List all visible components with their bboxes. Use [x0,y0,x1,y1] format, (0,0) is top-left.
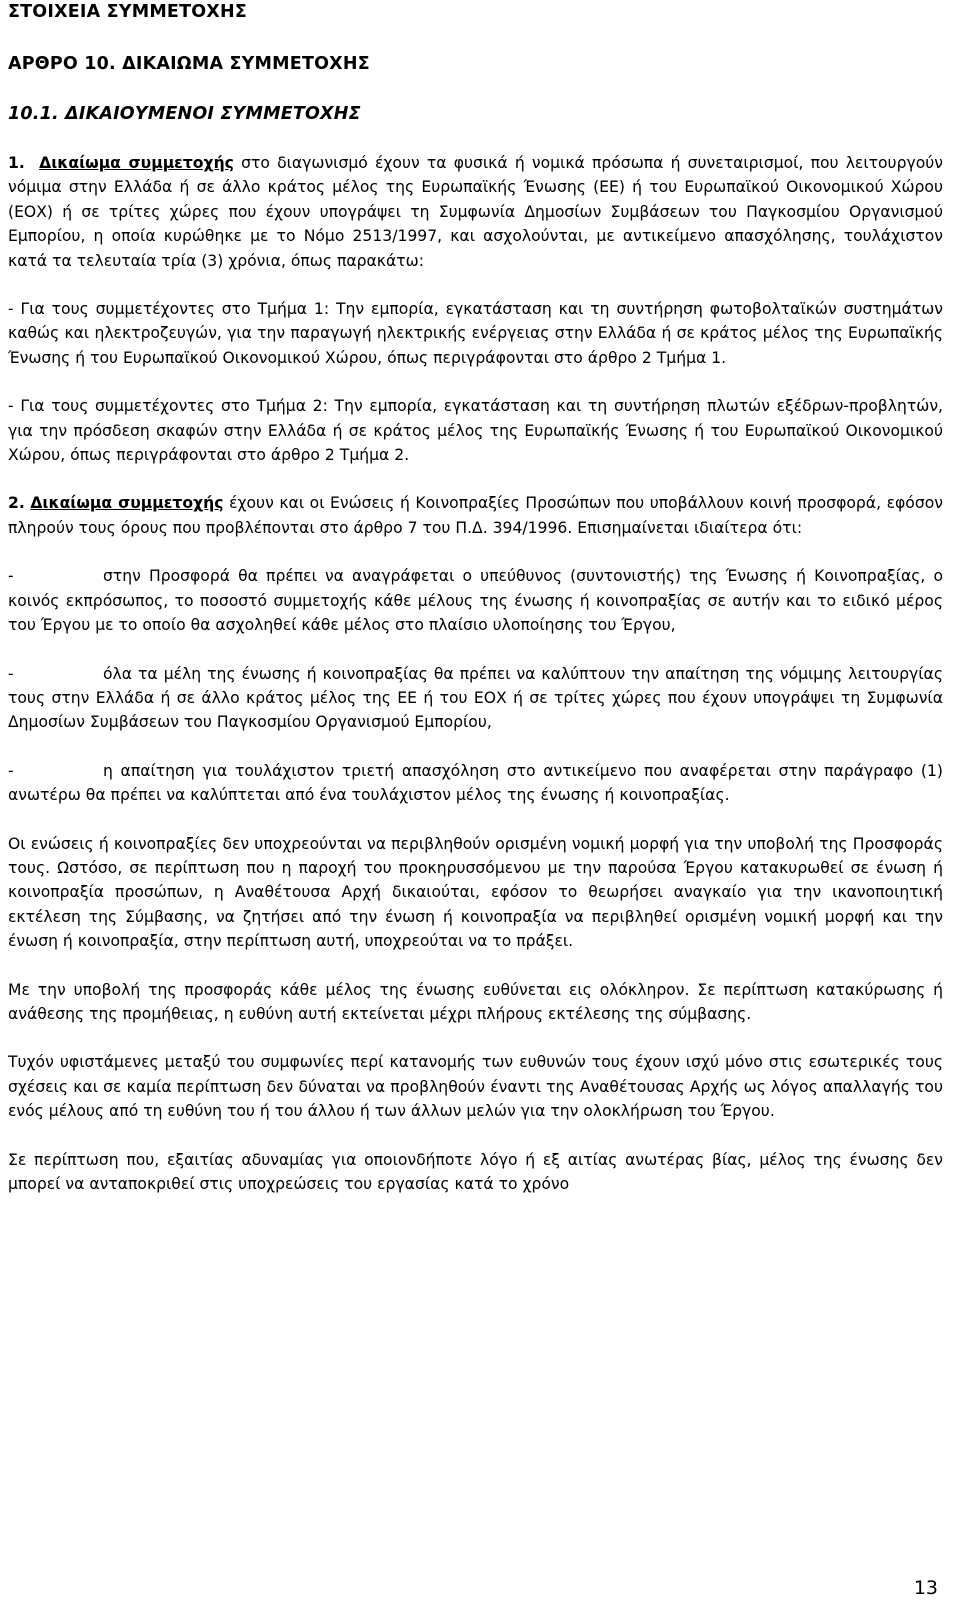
article-title: ΑΡΘΡΟ 10. ΔΙΚΑΙΩΜΑ ΣΥΜΜΕΤΟΧΗΣ [8,54,370,74]
paragraph-last: Σε περίπτωση που, εξαιτίας αδυναμίας για οποιονδήποτε λόγο ή εξ αιτίας ανωτέρας βίας, μέλος της ένωσης δεν μπορεί να ανταποκριθεί στις υποχρεώσεις του εργασίας κατά το χρόνο [8,1150,943,1193]
bullet-section-2: - Για τους συμμετέχοντες στο Τμήμα 2: Την εμπορία, εγκατάσταση και τη συντήρηση πλωτών εξέδρων-προβλητών, για την πρόσδεση σκαφών στην Ελλάδα ή σε κράτος μέλος της Ευρωπαϊκής Ένωσης ή του Ευρωπαϊκού Οικονομικού Χώρου, όπως περιγράφονται στο άρθρο 2 Τμήμα 2. [8,397,943,465]
dash-item-2-text: όλα τα μέλη της ένωσης ή κοινοπραξίας θα πρέπει να καλύπτουν την απαίτηση της νόμιμης λειτουργίας τους στην Ελλάδα ή σε άλλο κράτος μέλος της ΕΕ ή του ΕΟΧ ή σε τρίτες χώρες που έχουν υπογράψει τη Συμφωνία Δημοσίων Συμβάσεων του Παγκοσμίου Οργανισμού Εμπορίου, [8,664,943,732]
dash-item-2 [8,662,943,735]
page-number: 13 [913,1577,938,1599]
dash-marker: - [8,761,14,780]
paragraph-agreements: Τυχόν υφιστάμενες μεταξύ του συμφωνίες περί κατανομής των ευθυνών τους έχουν ισχύ μόνο στις εσωτερικές τους σχέσεις και σε καμία περίπτωση δεν δύναται να προβληθούν έναντι της Αναθέτουσας Αρχής ως λόγος απαλλαγής του ενός μέλους από τη ευθύνη του ή του άλλου ή των άλλων μελών για την ολοκλήρωση του Έργου. [8,1053,943,1121]
dash-item-1 [8,564,943,637]
item-2-lead: Δικαίωμα συμμετοχής [30,494,224,513]
paragraph-liability: Με την υποβολή της προσφοράς κάθε μέλος της ένωσης ευθύνεται εις ολόκληρον. Σε περίπτωση κατακύρωσης ή ανάθεσης της προμήθειας, η ευθύνη αυτή εκτείνεται μέχρι πλήρους εκτέλεσης της σύμβασης. [8,980,943,1023]
document-body [8,0,943,1196]
item-2-number: 2. [8,494,25,513]
bullet-section-1: - Για τους συμμετέχοντες στο Τμήμα 1: Την εμπορία, εγκατάσταση και τη συντήρηση φωτοβολταϊκών συστημάτων καθώς και ηλεκτροζευγών, για την παραγωγή ηλεκτρικής ενέργειας στην Ελλάδα ή σε κράτος μέλος της Ευρωπαϊκής Ένωσης ή του Ευρωπαϊκού Οικονομικού Χώρου, όπως περιγράφονται στο άρθρο 2 Τμήμα 1. [8,300,943,367]
dash-item-3 [8,759,943,808]
item-1-number: 1. [8,154,25,172]
section-title: ΣΤΟΙΧΕΙΑ ΣΥΜΜΕΤΟΧΗΣ [8,2,247,22]
paragraph-unions: Οι ενώσεις ή κοινοπραξίες δεν υποχρεούνται να περιβληθούν ορισμένη νομική μορφή για την υποβολή της Προσφοράς τους. Ωστόσο, σε περίπτωση που η παροχή του προκηρυσσόμενου με την παρούσα Έργου κατακυρωθεί σε ένωση ή κοινοπραξία προσώπων, η Αναθέτουσα Αρχή δικαιούται, εφόσον το θεωρήσει αναγκαίο για την ικανοποιητική εκτέλεση της Σύμβασης, να ζητήσει από την ένωση ή κοινοπραξία να περιβληθεί ορισμένη νομική μορφή και την ένωση ή κοινοπραξία, στην περίπτωση αυτή, υποχρεούται να το πράξει. [8,834,943,951]
dash-marker: - [8,664,14,683]
item-2-text: έχουν και οι Ενώσεις ή Κοινοπραξίες Προσώπων που υποβάλλουν κοινή προσφορά, εφόσον πληρούν τους όρους που προβλέπονται στο άρθρο 7 του Π.Δ. 394/1996. Επισημαίνεται ιδιαίτερα ότι: [8,494,943,537]
dash-marker: - [8,567,14,586]
dash-item-1-text: στην Προσφορά θα πρέπει να αναγράφεται ο υπεύθυνος (συντονιστής) της Ένωσης ή Κοινοπραξίας, ο κοινός εκπρόσωπος, το ποσοστό συμμετοχής κάθε μέλους της ένωσης ή κοινοπραξίας σε αυτήν και το ειδικό μέρος του Έργου με το οποίο θα ασχοληθεί κάθε μέλος στο πλαίσιο υλοποίησης του Έργου, [8,567,943,635]
paragraph-item-1 [8,151,943,273]
subsection-title [8,102,943,126]
item-1-text: στο διαγωνισμό έχουν τα φυσικά ή νομικά πρόσωπα ή συνεταιρισμοί, που λειτουργούν νόμιμα στην Ελλάδα ή σε άλλο κράτος μέλος της Ευρωπαϊκής Ένωσης (ΕΕ) ή του Ευρωπαϊκού Οικονομικού Χώρου (ΕΟΧ) ή σε τρίτες χώρες που έχουν υπογράψει τη Συμφωνία Δημοσίων Συμβάσεων του Παγκοσμίου Οργανισμού Εμπορίου, η οποία κυρώθηκε με το Νόμο 2513/1997, και ασχολούνται, με αντικείμενο απασχόλησης, τουλάχιστον κατά τα τελευταία τρία (3) χρόνια, όπως παρακάτω: [8,154,943,270]
paragraph-item-2 [8,491,943,540]
subsection-title-text: 10.1. ΔΙΚΑΙΟΥΜΕΝΟΙ ΣΥΜΜΕΤΟΧΗΣ [8,104,361,124]
dash-item-3-text: η απαίτηση για τουλάχιστον τριετή απασχόληση στο αντικείμενο που αναφέρεται στην παράγραφο (1) ανωτέρω θα πρέπει να καλύπτεται από ένα τουλάχιστον μέλος της ένωσης ή κοινοπραξίας. [8,761,943,805]
item-1-lead: Δικαίωμα συμμετοχής [39,154,234,172]
